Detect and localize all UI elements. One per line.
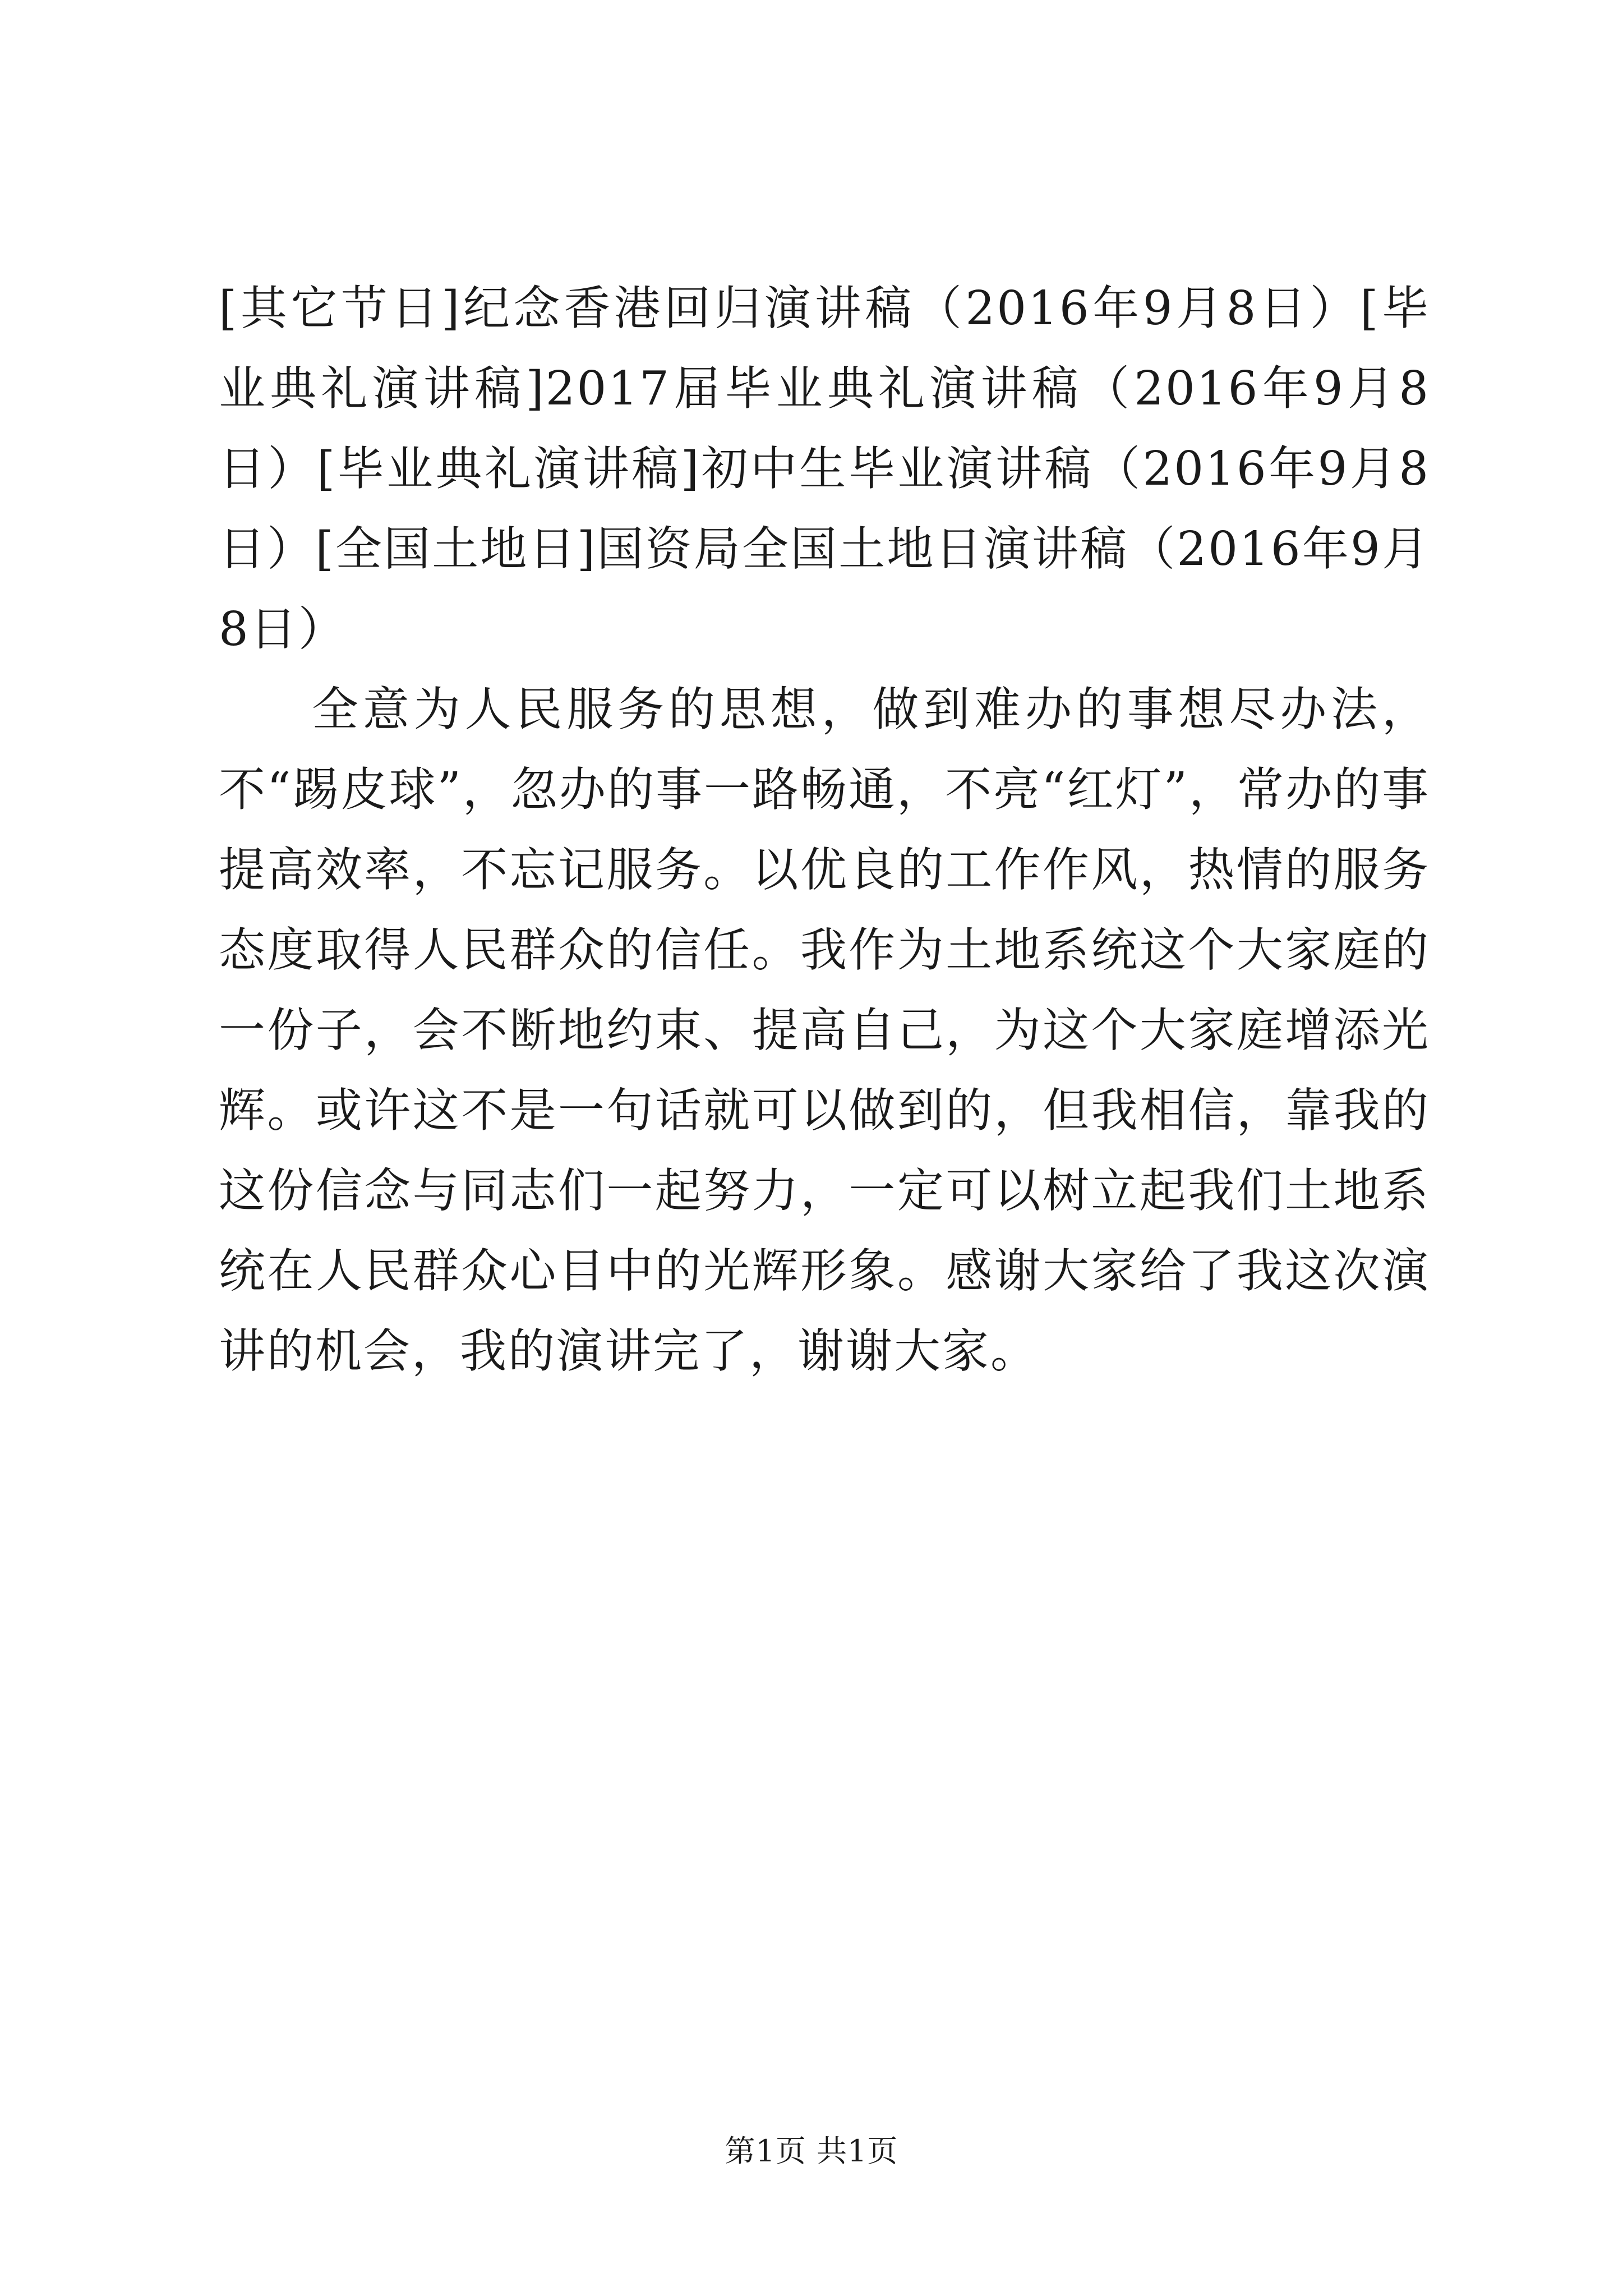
- page-footer: 第1页 共1页: [725, 2133, 898, 2169]
- speech-paragraph: 全意为人民服务的思想，做到难办的事想尽办法，不“踢皮球”，忽办的事一路畅通，不亮“红灯”，常办的事提高效率，不忘记服务。以优良的工作作风，热情的服务态度取得人民群众的信任。我作为土地系统这个大家庭的一份子，会不断地约束、提高自己，为这个大家庭增添光辉。或许这不是一句话就可以做到的，但我相信，靠我的这份信念与同志们一起努力，一定可以树立起我们土地系统在人民群众心目中的光辉形象。感谢大家给了我这次演讲的机会，我的演讲完了，谢谢大家。: [219, 682, 1430, 1378]
- related-links-paragraph: [其它节日]纪念香港回归演讲稿（2016年9月8日）[毕业典礼演讲稿]2017届毕业典礼演讲稿（2016年9月8日）[毕业典礼演讲稿]初中生毕业演讲稿（2016年9月8日）[全国土地日]国资局全国土地日演讲稿（2016年9月8日）: [219, 281, 1430, 656]
- document-body: [219, 268, 1430, 1391]
